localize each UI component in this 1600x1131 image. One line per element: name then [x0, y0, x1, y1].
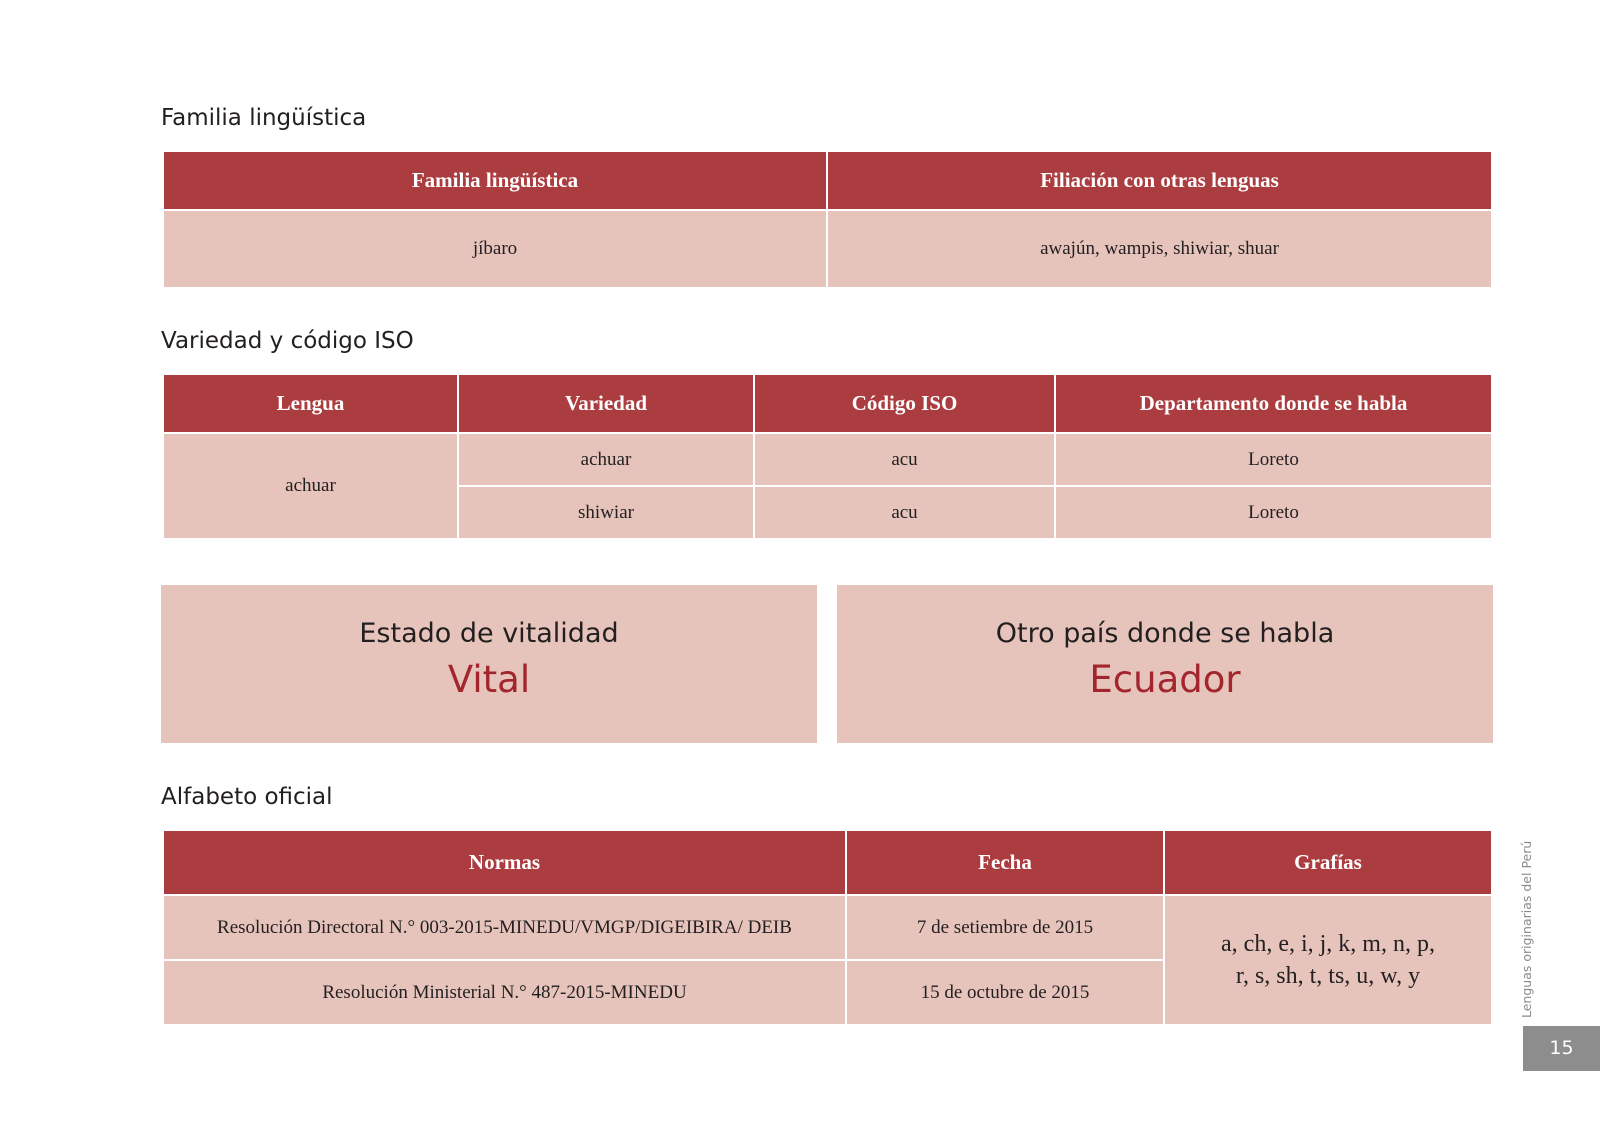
- column-header: Familia lingüística: [163, 151, 827, 210]
- table-cell: 7 de setiembre de 2015: [846, 895, 1164, 960]
- column-header: Código ISO: [754, 374, 1055, 433]
- column-header: Lengua: [163, 374, 458, 433]
- otro-pais-box: [837, 585, 1493, 743]
- running-head: Lenguas originarias del Perú: [1519, 840, 1534, 1018]
- column-header: Fecha: [846, 830, 1164, 895]
- table-row: [163, 433, 1492, 486]
- column-header: Filiación con otras lenguas: [827, 151, 1492, 210]
- table-row: [163, 210, 1492, 288]
- table-cell: Loreto: [1055, 433, 1492, 486]
- table-cell: awajún, wampis, shiwiar, shuar: [827, 210, 1492, 288]
- table-cell: 15 de octubre de 2015: [846, 960, 1164, 1025]
- section-title-alfabeto: Alfabeto oficial: [161, 784, 333, 810]
- column-header: Variedad: [458, 374, 754, 433]
- page-number: 15: [1523, 1026, 1600, 1071]
- familia-table: [162, 150, 1493, 289]
- table-cell: acu: [754, 486, 1055, 539]
- table-row: [163, 895, 1492, 960]
- alfabeto-table: [162, 829, 1493, 1026]
- otro-pais-value: Ecuador: [1089, 658, 1241, 702]
- section-title-variedad: Variedad y código ISO: [161, 328, 414, 354]
- column-header: Grafías: [1164, 830, 1492, 895]
- table-cell: Resolución Directoral N.° 003-2015-MINEDU/VMGP/DIGEIBIRA/ DEIB: [163, 895, 846, 960]
- table-header-row: [163, 374, 1492, 433]
- section-title-familia: Familia lingüística: [161, 105, 367, 131]
- vitalidad-value: Vital: [447, 658, 531, 702]
- vitalidad-label: Estado de vitalidad: [359, 618, 619, 649]
- column-header: Normas: [163, 830, 846, 895]
- lengua-cell: achuar: [163, 433, 458, 539]
- column-header: Departamento donde se habla: [1055, 374, 1492, 433]
- table-cell: acu: [754, 433, 1055, 486]
- table-cell: Loreto: [1055, 486, 1492, 539]
- table-cell: shiwiar: [458, 486, 754, 539]
- otro-pais-label: Otro país donde se habla: [995, 618, 1335, 649]
- table-header-row: [163, 830, 1492, 895]
- table-header-row: [163, 151, 1492, 210]
- table-cell: jíbaro: [163, 210, 827, 288]
- table-cell: Resolución Ministerial N.° 487-2015-MINEDU: [163, 960, 846, 1025]
- grafias-cell: [1164, 895, 1492, 1025]
- variedad-table: [162, 373, 1493, 540]
- table-cell: achuar: [458, 433, 754, 486]
- grafias-line: a, ch, e, i, j, k, m, n, p,: [1221, 930, 1435, 957]
- grafias-line: r, s, sh, t, ts, u, w, y: [1235, 963, 1421, 989]
- vitalidad-box: [161, 585, 817, 743]
